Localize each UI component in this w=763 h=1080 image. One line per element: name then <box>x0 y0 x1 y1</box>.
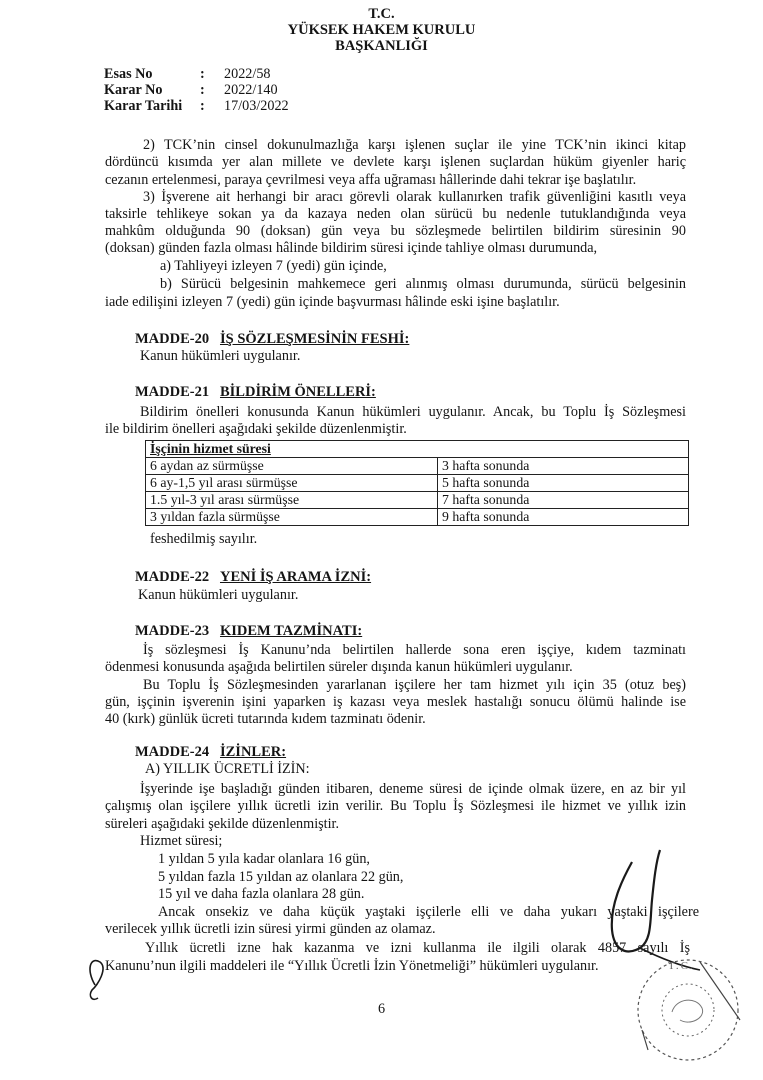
article-20-text: Kanun hükümleri uygulanır. <box>140 348 301 364</box>
paragraph-line: Yıllık ücretli izne hak kazanma ve izni kullanma ile ilgili olarak 4857 sayılı İş <box>145 940 690 956</box>
header-line-3: BAŞKANLIĞI <box>335 38 428 54</box>
stamp-inner-ring <box>662 984 714 1036</box>
paragraph-line: gün, işçinin işverenin işini yaparken iş kazası veya meslek hastalığı sonucu ölümü halinde ise <box>105 694 686 710</box>
header-line-2: YÜKSEK HAKEM KURULU <box>287 22 476 38</box>
handwritten-signature <box>612 850 660 951</box>
paragraph-line: ödenmesi konusunda aşağıda belirtilen süreler dışında kanun hükümleri uygulanır. <box>105 659 573 675</box>
meta-value: 2022/140 <box>224 82 278 98</box>
paragraph-line: Hizmet süresi; <box>140 833 223 849</box>
paragraph-line: İş sözleşmesi İş Kanunu’nda belirtilen hallerde sona eren işçiye, kıdem tazminatı <box>143 642 686 658</box>
paragraph-line: taksirle tehlikeye sokan ya da kazaya neden olan sürücü bu nedenle tutuklandığında veya <box>105 206 686 222</box>
table-cell-notice: 5 hafta sonunda <box>438 475 689 492</box>
paragraph-line: Bu Toplu İş Sözleşmesinden yararlanan işçilere her tam hizmet yılı için 35 (otuz beş) <box>143 677 686 693</box>
article-number: MADDE-23 <box>135 623 210 639</box>
meta-value: 2022/58 <box>224 66 271 82</box>
table-cell-notice: 7 hafta sonunda <box>438 492 689 509</box>
stamp-stroke <box>642 962 740 1050</box>
table-cell-notice: 3 hafta sonunda <box>438 458 689 475</box>
stamp-text: T.C. <box>668 960 695 972</box>
paragraph-line: mahkûm olduğunda 90 (doksan) gün veya bu sözleşmede belirtilen bildirim süresinin 90 <box>105 223 686 239</box>
article-title: KIDEM TAZMİNATI: <box>219 623 363 639</box>
subsection-title: A) YILLIK ÜCRETLİ İZİN: <box>145 761 310 777</box>
paragraph-line: İşyerinde işe başladığı günden itibaren, deneme süresi de içinde olmak üzere, en az bir yıl <box>140 781 686 797</box>
article-22-text: Kanun hükümleri uygulanır. <box>138 587 299 603</box>
paragraph-line: Ancak onsekiz ve daha küçük yaştaki işçilerle elli ve daha yukarı yaştaki işçilere <box>158 904 699 920</box>
table-footer-text: feshedilmiş sayılır. <box>150 531 258 547</box>
paragraph-line: dördüncü kısımda yer alan millete ve devlete karşı işlenen suçlardan hüküm giyenler hariç <box>105 154 686 170</box>
table-cell-notice: 9 hafta sonunda <box>438 509 689 526</box>
paragraph-line: a) Tahliyeyi izleyen 7 (yedi) gün içinde, <box>160 258 387 274</box>
meta-colon: : <box>200 82 205 98</box>
meta-label: Karar No <box>104 82 163 98</box>
header-line-1: T.C. <box>368 6 395 22</box>
article-number: MADDE-20 <box>135 331 210 347</box>
article-title: BİLDİRİM ÖNELLERİ: <box>219 384 376 400</box>
paragraph-line: Bildirim önelleri konusunda Kanun hükümleri uygulanır. Ancak, bu Toplu İş Sözleşmesi <box>140 404 686 420</box>
paragraph-line: (doksan) günden fazla olması hâlinde bildirim süresi içinde tahliye olması durumunda, <box>105 240 598 256</box>
meta-colon: : <box>200 98 205 114</box>
paragraph-line: süreleri aşağıdaki şekilde düzenlenmiştir. <box>105 816 340 832</box>
table-cell-period: 6 ay-1,5 yıl arası sürmüşse <box>146 475 438 492</box>
article-number: MADDE-22 <box>135 569 210 585</box>
stamp-emblem <box>672 1000 703 1022</box>
paragraph-line: verilecek yıllık ücretli izin süresi yirmi günden az olamaz. <box>105 921 436 937</box>
paragraph-line: ile bildirim önelleri aşağıdaki şekilde düzenlenmiştir. <box>105 421 407 437</box>
article-title: İŞ SÖZLEŞMESİNİN FESHİ: <box>219 331 410 347</box>
article-number: MADDE-24 <box>135 744 210 760</box>
meta-colon: : <box>200 66 205 82</box>
paragraph-line: 2) TCK’nin cinsel dokunulmazlığa karşı işlenen suçlar ile yine TCK’nin ikinci kitap <box>143 137 686 153</box>
paragraph-line: çalışmış olan işçilere yıllık ücretli izin verilir. Bu Toplu İş Sözleşmesi ile hizmet ve yıllık izin <box>105 798 686 814</box>
list-item: 15 yıl ve daha fazla olanlara 28 gün. <box>158 886 365 902</box>
paragraph-line: 40 (kırk) günlük ücreti tutarında kıdem tazminatı ödenir. <box>105 711 426 727</box>
paragraph-line: cezanın ertelenmesi, paraya çevrilmesi veya affa uğraması hâllerinde dahi tekrar işe başlatılır. <box>105 172 637 188</box>
meta-label: Esas No <box>104 66 153 82</box>
paragraph-line: b) Sürücü belgesinin mahkemece geri alınmış olması durumunda, sürücü belgesinin <box>160 276 686 292</box>
paragraph-line: iade edilişini izleyen 7 (yedi) gün içinde başvurması hâlinde eski işine başlatılır. <box>105 294 560 310</box>
table-cell-period: 1.5 yıl-3 yıl arası sürmüşse <box>146 492 438 509</box>
table-cell-period: 6 aydan az sürmüşse <box>146 458 438 475</box>
meta-value: 17/03/2022 <box>224 98 289 114</box>
stamp-outer-ring <box>638 960 738 1060</box>
table-header-cell: İşçinin hizmet süresi <box>146 441 689 458</box>
table-cell-period: 3 yıldan fazla sürmüşse <box>146 509 438 526</box>
list-item: 5 yıldan fazla 15 yıldan az olanlara 22 gün, <box>158 869 404 885</box>
article-title: İZİNLER: <box>219 744 287 760</box>
page-number: 6 <box>377 1001 386 1017</box>
paragraph-line: Kanunu’nun ilgili maddeleri ile “Yıllık Ücretli İzin Yönetmeliği” hükümleri uygulanır. <box>105 958 599 974</box>
list-item: 1 yıldan 5 yıla kadar olanlara 16 gün, <box>158 851 370 867</box>
meta-label: Karar Tarihi <box>104 98 183 114</box>
margin-signature <box>90 961 103 1000</box>
article-title: YENİ İŞ ARAMA İZNİ: <box>219 569 372 585</box>
article-number: MADDE-21 <box>135 384 210 400</box>
paragraph-line: 3) İşverene ait herhangi bir aracı görevli olarak kullanırken trafik güvenliğini kasıtlı veya <box>143 189 686 205</box>
